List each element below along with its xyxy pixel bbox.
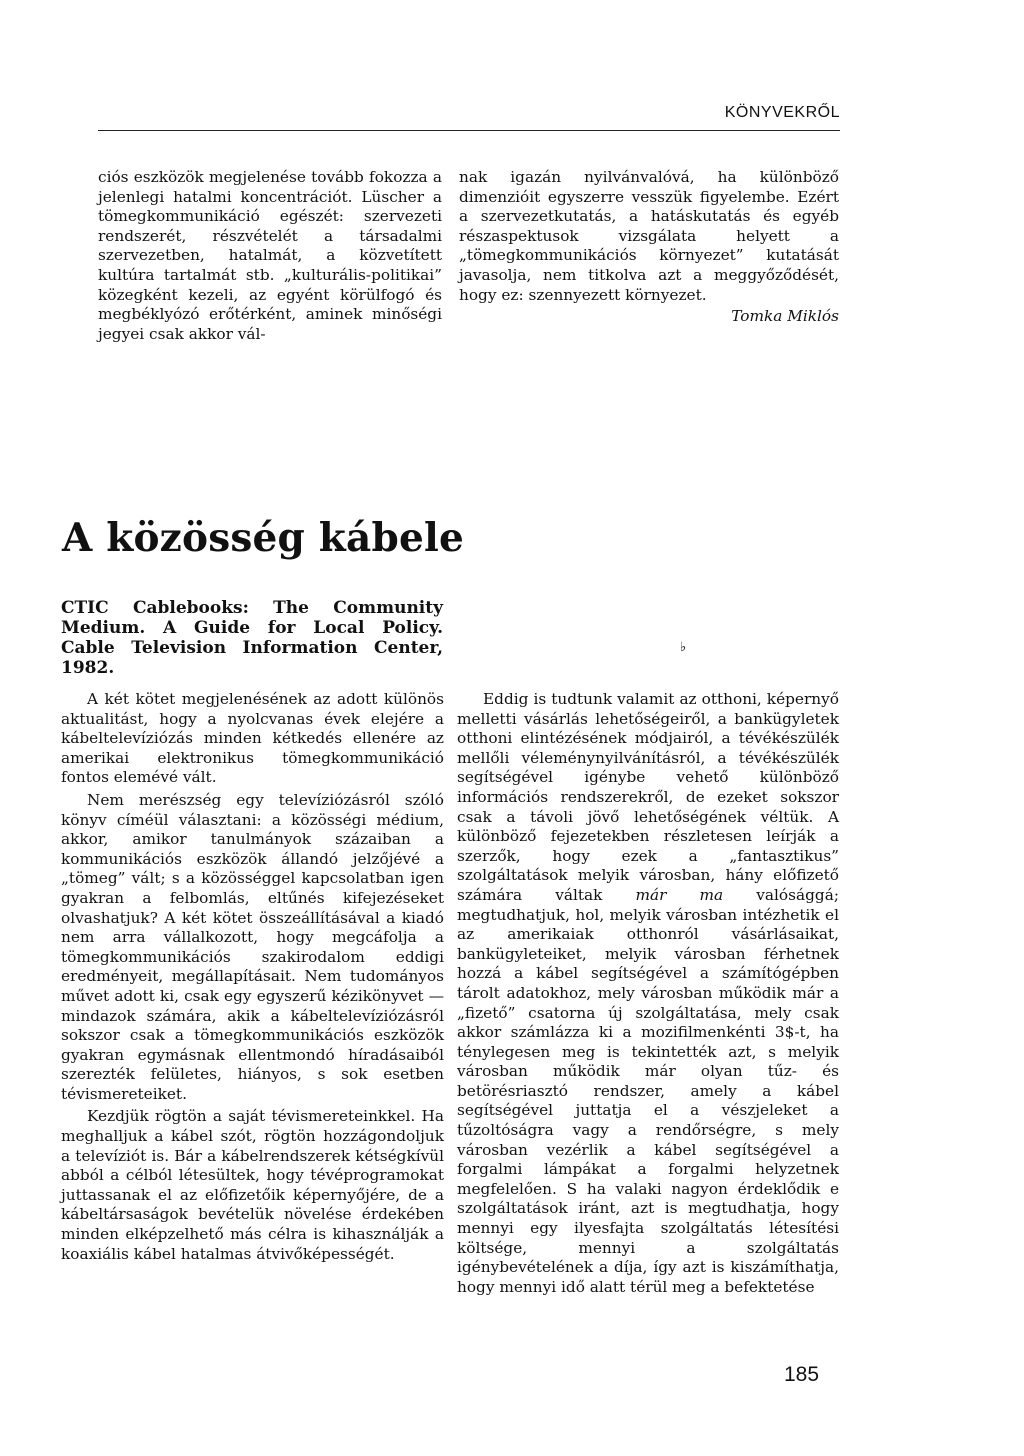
body-paragraph-4-part-1: Eddig is tudtunk valamit az otthoni, képernyő melletti vásárlás lehetőségeiről, a bankügyletek otthoni elintézésének módjairól, a tévékészülék mellőli véleménynyilvánításról, a tévékészülék segítségével igénybe vehető különböző információs rendszerekről, de ezeket sokszor csak a távoli jövő lehetőségének véltük. A különböző fejezetekben részletesen leírják a szerzők, hogy ezek a „fantasztikus” szolgáltatások melyik városban, hány előfizető számára váltak xyxy=(457,690,839,904)
author-signature: Tomka Miklós xyxy=(731,307,839,326)
section-label: KÖNYVEKRŐL xyxy=(724,104,840,121)
body-paragraph-2: Nem merészség egy televíziózásról szóló könyv címéül választani: a közösségi médium, akkor, amikor tanulmányok százaiban a kommunikációs eszközök állandó jelzőjévé a „tömeg” vált; s a közösséggel kapcsolatban igen gyakran a felbomlás, eltűnés kifejezéseket olvashatjuk? A két kötet összeállításával a kiadó nem arra vállalkozott, hogy megcáfolja a tömegkommunikációs szakirodalom eddigi eredményeit, megállapításait. Nem tudományos művet adott ki, csak egy egyszerű kézikönyvet — mindazok számára, akik a kábeltelevíziózásról sokszor csak a tömegkommunikációs eszközök gyakran egymásnak ellentmondó híradásaiból szerezték felületes, hiányos, s sok esetben tévismereteiket. xyxy=(61,790,444,1103)
book-citation: CTIC Cablebooks: The Community Medium. A Guide for Local Policy. Cable Television Information Center, 1982. xyxy=(61,598,443,678)
body-paragraph-1: A két kötet megjelenésének az adott különös aktualitást, hogy a nyolcvanas évek elejére a kábeltelevíziózás minden kétkedés ellenére az amerikai elektronikus tömegkommunikáció fontos elemévé vált. xyxy=(61,690,444,787)
body-paragraph-4-part-2: valósággá; megtudhatjuk, hol, melyik városban intézhetik el az amerikaiak otthonról vásárlásaikat, bankügyleteiket, melyik városban férhetnek hozzá a kábel segítségével a számítógépben tárolt adatokhoz, mely városban működik már a „fizető” csatorna új szolgáltatása, mely csak akkor számlázza ki a mozifilmenkénti 3$-t, ha ténylegesen meg is tekintették azt, s melyik városban működik már olyan tűz- és betörésriasztó rendszer, amely a kábel segítségével juttatja el a vészjeleket a tűzoltóságra vagy a rendőrségre, s mely városban vezérlik a kábel segítségével a forgalmi lámpákat a forgalmi helyzetnek megfelelően. S ha valaki nagyon érdeklődik e szolgáltatások iránt, azt is megtudhatja, hogy mennyi egy ilyesfajta szolgáltatás létesítési költsége, mennyi a szolgáltatás igénybevételének a díja, így azt is kiszámíthatja, hogy mennyi idő alatt térül meg a befektetése xyxy=(457,885,839,1296)
stray-mark: ♭ xyxy=(680,640,687,655)
prev-review-right-text: nak igazán nyilvánvalóvá, ha különböző dimenzióit egyszerre vesszük figyelembe. Ezért a szervezetkutatás, a hatáskutatás és egyéb részaspektusok vizsgálata helyett a „tömegkommunikációs környezet” kutatását javasolja, nem titkolva azt a meggyőződését, hogy ez: szennyezett környezet. xyxy=(459,168,839,304)
prev-review-right-column xyxy=(459,168,839,327)
prev-review-left-text: ciós eszközök megjelenése tovább fokozza a jelenlegi hatalmi koncentrációt. Lüscher a tömegkommunikáció egészét: szervezeti rendszerét, részvételét a társadalmi szervezetben, hatalmát, a közvetített kultúra tartalmát stb. „kulturális-politikai” közegként kezeli, az egyént körülfogó és megbéklyózó erőtérként, aminek minőségi jegyei csak akkor vál- xyxy=(98,168,442,343)
body-paragraph-4 xyxy=(457,690,839,1297)
emphasis-text: már ma xyxy=(635,885,724,904)
body-paragraph-3: Kezdjük rögtön a saját tévismereteinkkel. Ha meghalljuk a kábel szót, rögtön hozzágondoljuk a televíziót is. Bár a kábelrendszerek kétségkívül abból a célból létesültek, hogy tévéprogramokat juttassanak el az előfizetőik képernyőjére, de a kábeltársaságok bevételük növelése érdekében minden elképzelhető más célra is kihasználják a koaxiális kábel hatalmas átvivőképességét. xyxy=(61,1107,444,1263)
article-left-column xyxy=(61,690,444,1264)
page-number: 185 xyxy=(784,1363,820,1386)
article-right-column xyxy=(457,690,839,1297)
prev-review-left-column xyxy=(98,168,442,344)
article-title: A közösség kábele xyxy=(62,515,465,561)
header-rule xyxy=(98,130,840,131)
